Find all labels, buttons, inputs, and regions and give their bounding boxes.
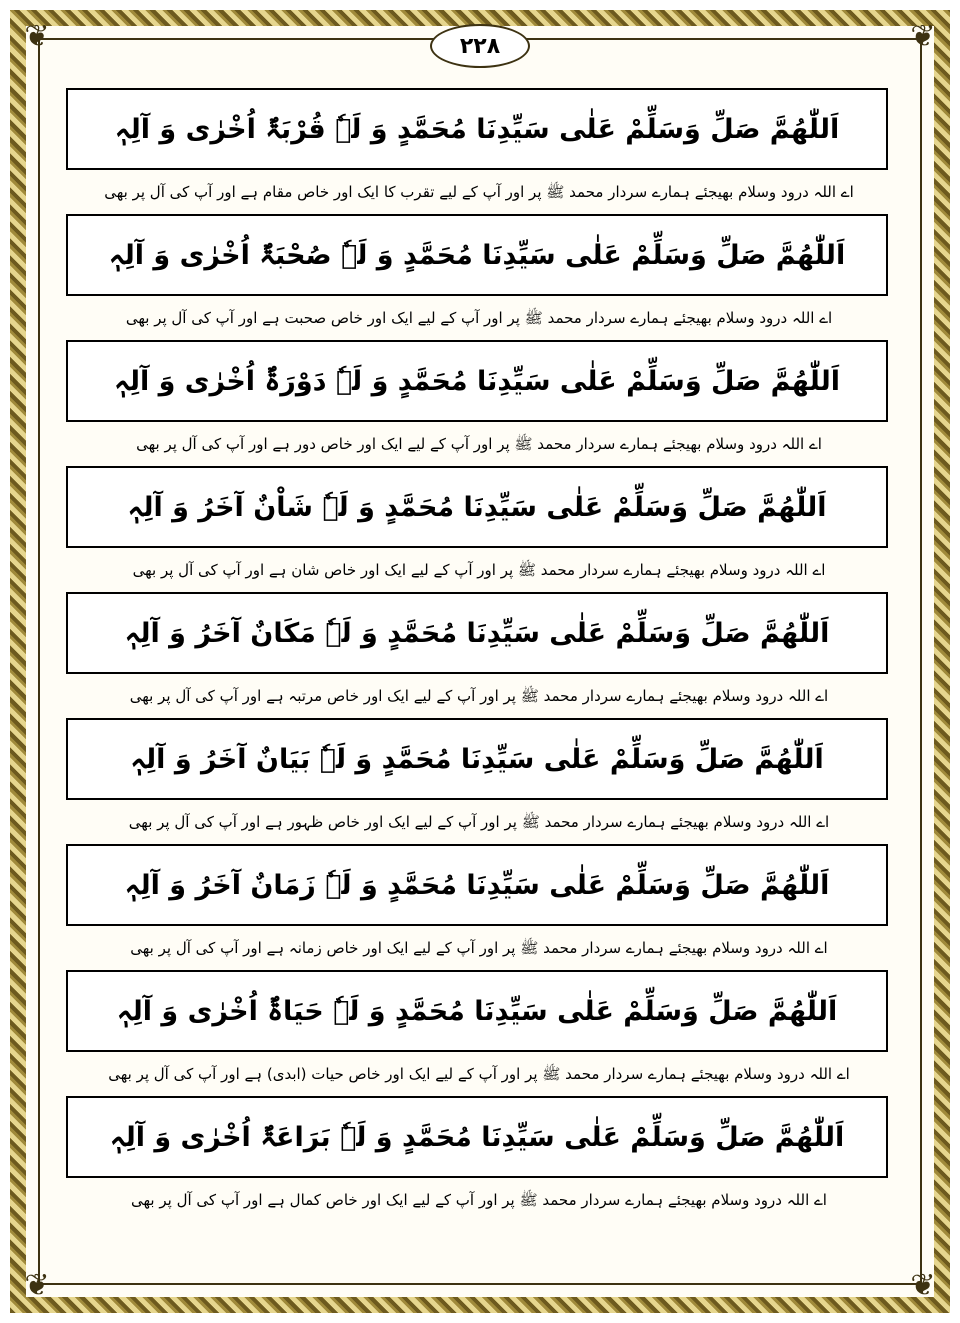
urdu-translation: اے اللہ درود وسلام بھیجئے ہمارے سردار محمد ﷺ پر اور آپ کے لیے ایک اور خاص صحبت ہے اور آپ کی آل پر بھی <box>125 309 833 327</box>
arabic-durood: اَللّٰھُمَّ صَلِّ وَسَلِّمْ عَلٰی سَیِّدِنَا مُحَمَّدٍ وَ لَہٗ قُرْبَۃٌ اُخْرٰی وَ آلِہٖ <box>66 88 888 170</box>
corner-ornament-icon: ❦ <box>910 1268 936 1303</box>
urdu-translation: اے اللہ درود وسلام بھیجئے ہمارے سردار محمد ﷺ پر اور آپ کے لیے ایک اور خاص کمال ہے اور آپ کی آل پر بھی <box>131 1191 827 1209</box>
arabic-durood: اَللّٰھُمَّ صَلِّ وَسَلِّمْ عَلٰی سَیِّدِنَا مُحَمَّدٍ وَ لَہٗ حَیَاۃٌ اُخْرٰی وَ آلِہٖ <box>66 970 888 1052</box>
durood-list <box>64 88 894 1222</box>
arabic-durood: اَللّٰھُمَّ صَلِّ وَسَلِّمْ عَلٰی سَیِّدِنَا مُحَمَّدٍ وَ لَہٗ بَرَاعَۃٌ اُخْرٰی وَ آلِہٖ <box>66 1096 888 1178</box>
urdu-translation: اے اللہ درود وسلام بھیجئے ہمارے سردار محمد ﷺ پر اور آپ کے لیے ایک اور خاص دور ہے اور آپ کی آل پر بھی <box>136 435 822 453</box>
urdu-translation: اے اللہ درود وسلام بھیجئے ہمارے سردار محمد ﷺ پر اور آپ کے لیے ایک اور خاص حیات (ابدی) ہے اور آپ کی آل پر بھی <box>108 1065 850 1083</box>
arabic-durood: اَللّٰھُمَّ صَلِّ وَسَلِّمْ عَلٰی سَیِّدِنَا مُحَمَّدٍ وَ لَہٗ صُحْبَۃٌ اُخْرٰی وَ آلِہٖ <box>66 214 888 296</box>
arabic-durood: اَللّٰھُمَّ صَلِّ وَسَلِّمْ عَلٰی سَیِّدِنَا مُحَمَّدٍ وَ لَہٗ مَکَانٌ آخَرُ وَ آلِہٖ <box>66 592 888 674</box>
arabic-durood: اَللّٰھُمَّ صَلِّ وَسَلِّمْ عَلٰی سَیِّدِنَا مُحَمَّدٍ وَ لَہٗ بَیَانٌ آخَرُ وَ آلِہٖ <box>66 718 888 800</box>
urdu-translation: اے اللہ درود وسلام بھیجئے ہمارے سردار محمد ﷺ پر اور آپ کے لیے ایک اور خاص مرتبہ ہے اور آپ کی آل پر بھی <box>129 687 829 705</box>
urdu-translation: اے اللہ درود وسلام بھیجئے ہمارے سردار محمد ﷺ پر اور آپ کے لیے ایک اور خاص زمانہ ہے اور آپ کی آل پر بھی <box>130 939 828 957</box>
arabic-durood: اَللّٰھُمَّ صَلِّ وَسَلِّمْ عَلٰی سَیِّدِنَا مُحَمَّدٍ وَ لَہٗ دَوْرَۃٌ اُخْرٰی وَ آلِہٖ <box>66 340 888 422</box>
page-number: ۲۲۸ <box>430 24 530 68</box>
urdu-translation: اے اللہ درود وسلام بھیجئے ہمارے سردار محمد ﷺ پر اور آپ کے لیے ایک اور خاص شان ہے اور آپ کی آل پر بھی <box>132 561 826 579</box>
urdu-translation: اے اللہ درود وسلام بھیجئے ہمارے سردار محمد ﷺ پر اور آپ کے لیے تقرب کا ایک اور خاص مقام ہے اور آپ کی آل پر بھی <box>104 183 854 201</box>
corner-ornament-icon: ❦ <box>24 1268 50 1303</box>
corner-ornament-icon: ❦ <box>24 19 50 54</box>
corner-ornament-icon: ❦ <box>910 19 936 54</box>
arabic-durood: اَللّٰھُمَّ صَلِّ وَسَلِّمْ عَلٰی سَیِّدِنَا مُحَمَّدٍ وَ لَہٗ شَاْنٌ آخَرُ وَ آلِہٖ <box>66 466 888 548</box>
arabic-durood: اَللّٰھُمَّ صَلِّ وَسَلِّمْ عَلٰی سَیِّدِنَا مُحَمَّدٍ وَ لَہٗ زَمَانٌ آخَرُ وَ آلِہٖ <box>66 844 888 926</box>
urdu-translation: اے اللہ درود وسلام بھیجئے ہمارے سردار محمد ﷺ پر اور آپ کے لیے ایک اور خاص ظہور ہے اور آپ کی آل پر بھی <box>128 813 830 831</box>
